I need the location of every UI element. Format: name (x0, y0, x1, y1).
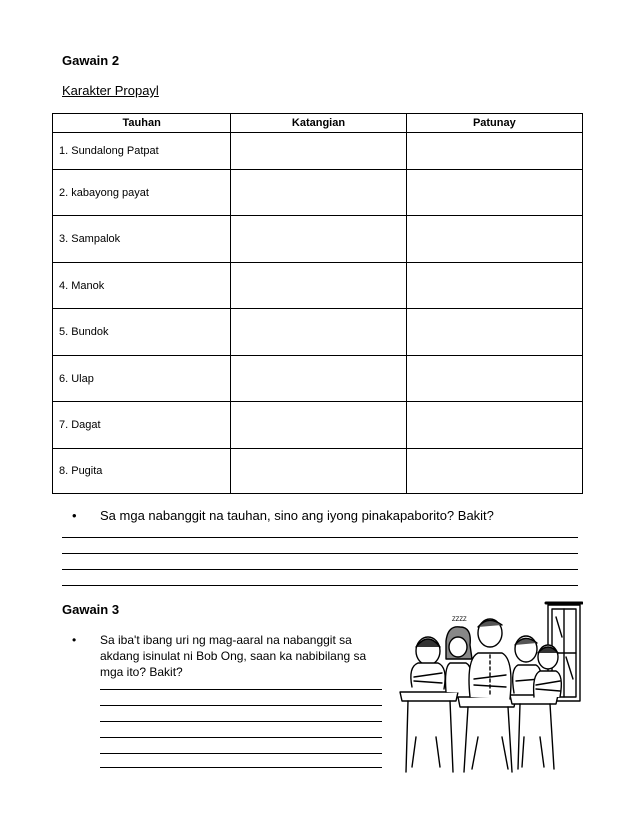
table-row (53, 170, 583, 216)
row-katangian-cell[interactable] (231, 133, 406, 170)
row-katangian-cell[interactable] (231, 356, 406, 402)
answer-line[interactable] (62, 553, 578, 554)
table-row (53, 263, 583, 309)
row-tauhan: 2. kabayong payat (53, 170, 231, 216)
row-patunay-cell[interactable] (406, 309, 582, 356)
answer-line[interactable] (100, 753, 382, 754)
row-katangian-cell[interactable] (231, 216, 406, 263)
row-patunay-cell[interactable] (406, 356, 582, 402)
table-row (53, 133, 583, 170)
table-header-row (53, 114, 583, 133)
row-katangian-cell[interactable] (231, 263, 406, 309)
answer-line[interactable] (62, 569, 578, 570)
answer-line[interactable] (100, 705, 382, 706)
row-katangian-cell[interactable] (231, 170, 406, 216)
table-row (53, 309, 583, 356)
row-katangian-cell[interactable] (231, 449, 406, 494)
row-patunay-cell[interactable] (406, 216, 582, 263)
row-tauhan: 6. Ulap (53, 356, 231, 402)
row-patunay-cell[interactable] (406, 402, 582, 449)
student-figure (446, 617, 473, 693)
bullet-icon: • (72, 633, 77, 647)
gawain-2-title: Gawain 2 (62, 53, 120, 68)
row-tauhan: 3. Sampalok (53, 216, 231, 263)
table-row (53, 449, 583, 494)
answer-line[interactable] (100, 737, 382, 738)
row-tauhan: 1. Sundalong Patpat (53, 133, 231, 170)
answer-line[interactable] (62, 537, 578, 538)
table-row (53, 356, 583, 402)
header-tauhan: Tauhan (53, 114, 231, 133)
gawain-2-question-text: Sa mga nabanggit na tauhan, sino ang iyong pinakapaborito? Bakit? (100, 508, 494, 523)
row-tauhan: 7. Dagat (53, 402, 231, 449)
row-patunay-cell[interactable] (406, 449, 582, 494)
student-figure (469, 619, 511, 769)
row-tauhan: 5. Bundok (53, 309, 231, 356)
bullet-icon: • (72, 508, 77, 523)
students-illustration (398, 597, 583, 777)
row-patunay-cell[interactable] (406, 170, 582, 216)
answer-line[interactable] (62, 585, 578, 586)
gawain-2-question (72, 508, 494, 523)
table-row (53, 216, 583, 263)
answer-line[interactable] (100, 767, 382, 768)
row-patunay-cell[interactable] (406, 133, 582, 170)
gawain-3-question-text: Sa iba't ibang uri ng mag-aaral na nabanggit sa akdang isinulat ni Bob Ong, saan ka nabibilang sa mga ito? Bakit? (100, 633, 367, 679)
zzz-text: ZZZZ (452, 617, 467, 623)
header-katangian: Katangian (231, 114, 406, 133)
answer-line[interactable] (100, 721, 382, 722)
row-tauhan: 4. Manok (53, 263, 231, 309)
student-figure (411, 637, 445, 767)
gawain-3-question (72, 632, 390, 680)
answer-line[interactable] (100, 689, 382, 690)
karakter-propayl-subtitle: Karakter Propayl (62, 83, 159, 98)
row-katangian-cell[interactable] (231, 402, 406, 449)
table-row (53, 402, 583, 449)
character-profile-table (52, 113, 583, 494)
header-patunay: Patunay (406, 114, 582, 133)
row-patunay-cell[interactable] (406, 263, 582, 309)
row-tauhan: 8. Pugita (53, 449, 231, 494)
row-katangian-cell[interactable] (231, 309, 406, 356)
gawain-3-title: Gawain 3 (62, 602, 120, 617)
